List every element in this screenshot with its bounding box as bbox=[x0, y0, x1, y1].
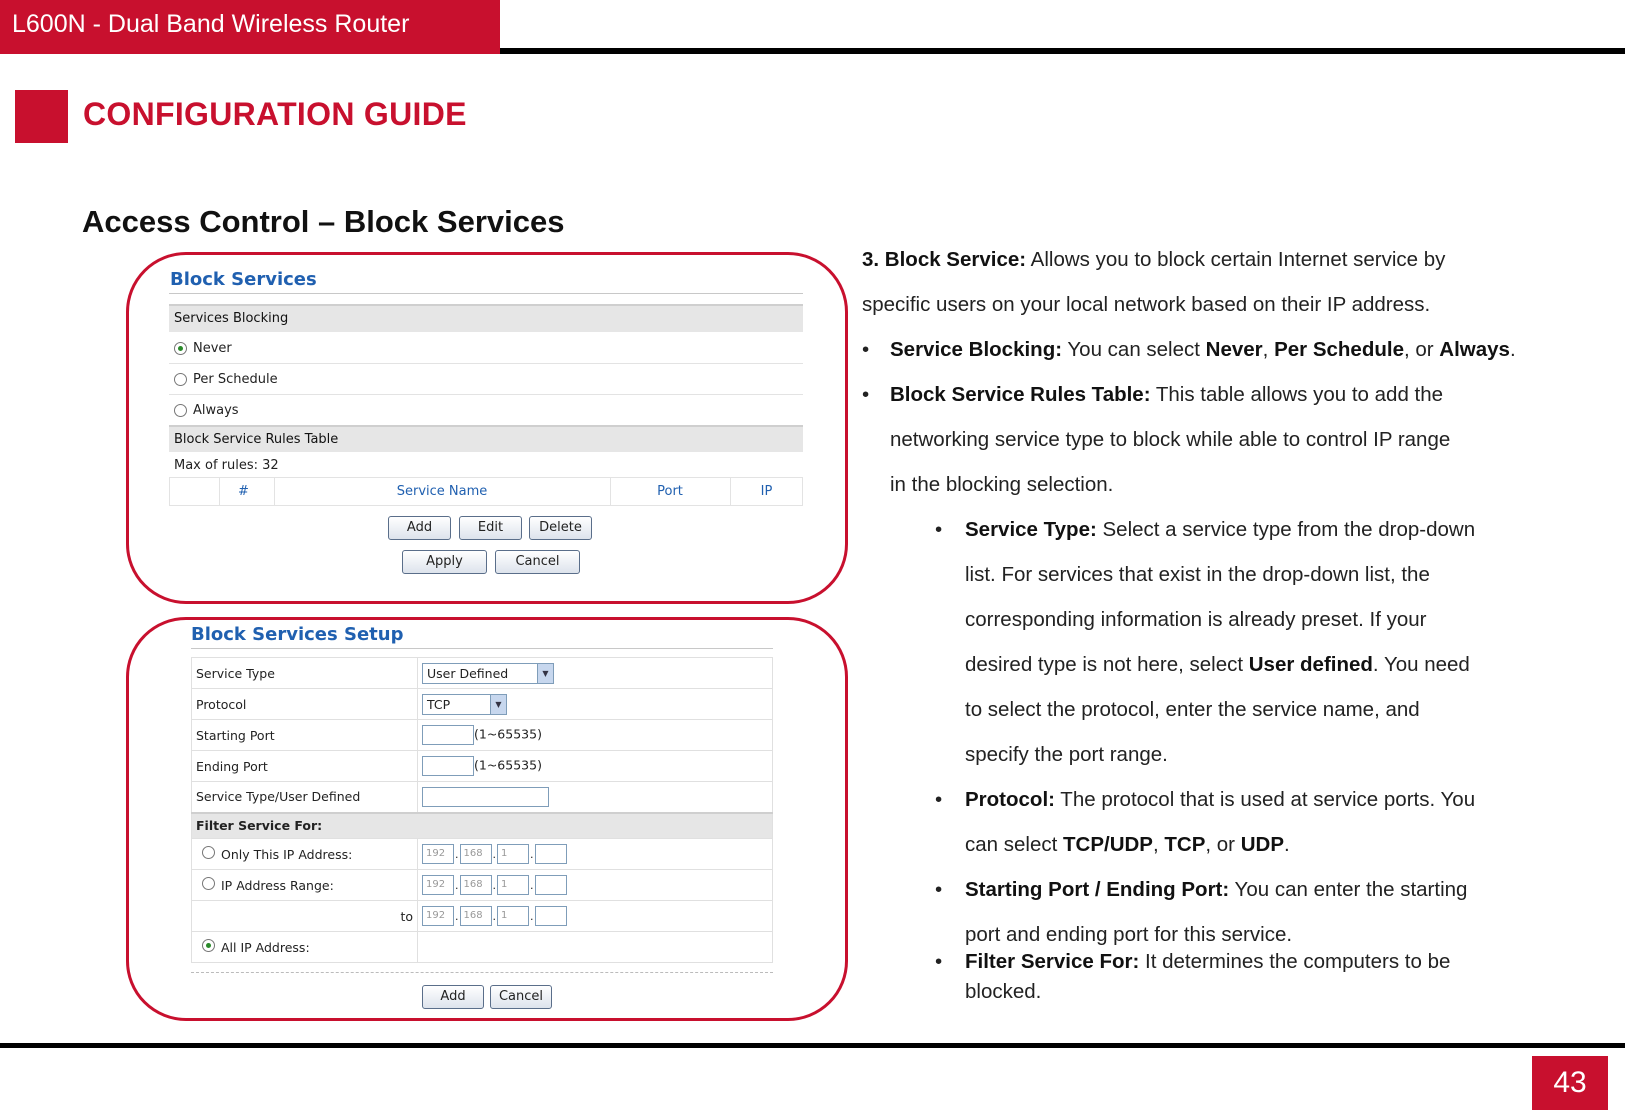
bullet-filter: • bbox=[935, 950, 943, 973]
header-rule bbox=[500, 48, 1625, 54]
service-type-line-2: list. For services that exist in the drop-down list, the bbox=[965, 563, 1430, 586]
filter-text-1: It determines the computers to be bbox=[1139, 950, 1451, 973]
cancel-button[interactable]: Cancel bbox=[495, 550, 580, 574]
row-all-ip bbox=[192, 932, 773, 963]
col-number: # bbox=[238, 484, 249, 499]
ports-desc-label: Starting Port / Ending Port: bbox=[965, 878, 1230, 901]
protocol-comma: , bbox=[1152, 833, 1165, 856]
page-number: 43 bbox=[1532, 1056, 1608, 1110]
service-type-desc-label: Service Type: bbox=[965, 518, 1097, 541]
protocol-or: , or bbox=[1205, 833, 1241, 856]
filter-line-2: blocked. bbox=[965, 980, 1042, 1003]
all-ip-cell[interactable] bbox=[192, 932, 418, 963]
range-end-octet-1[interactable]: 192 bbox=[422, 906, 454, 926]
range-end-octet-4[interactable] bbox=[535, 906, 567, 926]
service-blocking-comma: , bbox=[1262, 338, 1275, 361]
block-services-screenshot bbox=[126, 252, 848, 604]
protocol-line-2 bbox=[965, 822, 1290, 867]
ip-range-start-fields: 192 . 168 . 1 . bbox=[418, 870, 773, 901]
row-protocol bbox=[192, 689, 773, 720]
rules-table-header: Block Service Rules Table bbox=[169, 425, 803, 452]
col-port: Port bbox=[657, 484, 683, 499]
services-blocking-header: Services Blocking bbox=[169, 304, 803, 332]
only-ip-octet-4[interactable] bbox=[535, 844, 567, 864]
protocol-text-1: The protocol that is used at service ports. You bbox=[1054, 788, 1476, 811]
service-type-line-5: to select the protocol, enter the service name, and bbox=[965, 698, 1420, 721]
setup-cancel-button[interactable]: Cancel bbox=[490, 985, 552, 1009]
radio-always[interactable] bbox=[174, 404, 187, 417]
service-blocking-line bbox=[890, 327, 1516, 372]
service-blocking-sched: Per Schedule bbox=[1274, 338, 1404, 361]
service-type-line-4 bbox=[965, 642, 1470, 687]
protocol-label: Protocol bbox=[192, 689, 418, 720]
intro-line-1-text: Allows you to block certain Internet service by bbox=[1026, 248, 1446, 271]
radio-never[interactable] bbox=[174, 342, 187, 355]
row-service-type bbox=[192, 658, 773, 689]
service-type-line-3: corresponding information is already preset. If your bbox=[965, 608, 1427, 631]
block-service-intro-line-2: specific users on your local network based on their IP address. bbox=[862, 293, 1431, 316]
range-start-octet-2[interactable]: 168 bbox=[460, 875, 492, 895]
col-service-name: Service Name bbox=[396, 484, 488, 499]
setup-form bbox=[191, 657, 773, 963]
only-ip-octet-3[interactable]: 1 bbox=[497, 844, 529, 864]
starting-port-input[interactable] bbox=[422, 725, 474, 745]
row-ending-port bbox=[192, 751, 773, 782]
range-end-octet-3[interactable]: 1 bbox=[497, 906, 529, 926]
block-services-title: Block Services bbox=[170, 269, 317, 290]
service-user-defined-label: Service Type/User Defined bbox=[192, 782, 418, 813]
service-name-input[interactable] bbox=[422, 787, 549, 807]
ending-port-input[interactable] bbox=[422, 756, 474, 776]
block-service-intro-label: 3. Block Service: bbox=[862, 248, 1027, 271]
service-blocking-never: Never bbox=[1205, 338, 1263, 361]
footer-rule bbox=[0, 1043, 1625, 1048]
service-type-user-defined: User defined bbox=[1248, 653, 1373, 676]
apply-button[interactable]: Apply bbox=[402, 550, 487, 574]
range-start-octet-3[interactable]: 1 bbox=[497, 875, 529, 895]
title-rule bbox=[169, 293, 803, 294]
service-type-text-1: Select a service type from the drop-down bbox=[1096, 518, 1476, 541]
ports-line-1 bbox=[965, 867, 1467, 912]
radio-only-ip[interactable] bbox=[202, 846, 215, 859]
ip-range-cell[interactable] bbox=[192, 870, 418, 901]
service-type-select[interactable] bbox=[422, 663, 554, 684]
service-type-label: Service Type bbox=[192, 658, 418, 689]
block-service-intro-line-1 bbox=[862, 237, 1445, 282]
only-ip-octet-1[interactable]: 192 bbox=[422, 844, 454, 864]
all-ip-label: All IP Address: bbox=[221, 940, 310, 955]
protocol-tcpudp: TCP/UDP bbox=[1063, 833, 1153, 856]
starting-port-hint: (1~65535) bbox=[474, 726, 542, 742]
option-per-schedule-label: Per Schedule bbox=[193, 371, 278, 387]
service-type-value: User Defined bbox=[427, 665, 509, 681]
row-ip-range bbox=[192, 870, 773, 901]
protocol-udp: UDP bbox=[1240, 833, 1285, 856]
setup-divider bbox=[191, 972, 773, 973]
protocol-select[interactable] bbox=[422, 694, 507, 715]
service-blocking-always: Always bbox=[1439, 338, 1510, 361]
max-rules-text bbox=[169, 453, 803, 477]
option-always[interactable] bbox=[169, 395, 803, 426]
only-ip-fields: 192 . 168 . 1 . bbox=[418, 839, 773, 870]
product-title-tab: L600N - Dual Band Wireless Router bbox=[0, 0, 500, 54]
service-blocking-or: , or bbox=[1403, 338, 1440, 361]
filter-line-1 bbox=[965, 947, 1450, 977]
range-start-octet-4[interactable] bbox=[535, 875, 567, 895]
only-ip-label: Only This IP Address: bbox=[221, 847, 353, 862]
add-button[interactable]: Add bbox=[388, 516, 451, 540]
protocol-text-2-pre: can select bbox=[965, 833, 1063, 856]
bullet-rules-table: • bbox=[862, 383, 870, 406]
chevron-down-icon: ▼ bbox=[537, 664, 553, 683]
bullet-ports: • bbox=[935, 878, 943, 901]
range-to-label: to bbox=[400, 908, 413, 924]
col-ip: IP bbox=[760, 484, 773, 499]
protocol-tcp: TCP bbox=[1164, 833, 1206, 856]
range-end-octet-2[interactable]: 168 bbox=[460, 906, 492, 926]
delete-button[interactable]: Delete bbox=[529, 516, 592, 540]
option-per-schedule[interactable] bbox=[169, 364, 803, 395]
setup-title-rule bbox=[191, 648, 773, 649]
max-rules-label: Max of rules: 32 bbox=[174, 457, 279, 473]
ending-port-label: Ending Port bbox=[192, 751, 418, 782]
only-ip-cell[interactable] bbox=[192, 839, 418, 870]
chevron-down-icon: ▼ bbox=[490, 695, 506, 714]
setup-title: Block Services Setup bbox=[191, 624, 404, 645]
option-always-label: Always bbox=[193, 403, 239, 418]
service-type-line-6: specify the port range. bbox=[965, 743, 1168, 766]
row-service-user-defined bbox=[192, 782, 773, 813]
radio-ip-range[interactable] bbox=[202, 877, 215, 890]
bullet-protocol: • bbox=[935, 788, 943, 811]
ip-range-end-fields: 192 . 168 . 1 . bbox=[418, 901, 773, 932]
edit-button[interactable]: Edit bbox=[459, 516, 522, 540]
row-starting-port bbox=[192, 720, 773, 751]
rules-table-line-3: in the blocking selection. bbox=[890, 473, 1114, 496]
ending-port-hint: (1~65535) bbox=[474, 757, 542, 773]
protocol-end: . bbox=[1284, 833, 1290, 856]
option-never-label: Never bbox=[193, 340, 232, 356]
range-start-octet-1[interactable]: 192 bbox=[422, 875, 454, 895]
service-type-line-1 bbox=[965, 507, 1475, 552]
filter-desc-label: Filter Service For: bbox=[965, 950, 1140, 973]
guide-title: CONFIGURATION GUIDE bbox=[83, 96, 467, 132]
rules-table-label: Block Service Rules Table: bbox=[890, 383, 1151, 406]
ports-text-1: You can enter the starting bbox=[1229, 878, 1468, 901]
service-blocking-pre: You can select bbox=[1062, 338, 1206, 361]
ports-line-2: port and ending port for this service. bbox=[965, 923, 1293, 946]
service-type-text-4-pre: desired type is not here, select bbox=[965, 653, 1249, 676]
rules-table-text-1: This table allows you to add the bbox=[1150, 383, 1444, 406]
rules-table-line-1 bbox=[890, 372, 1443, 417]
block-services-setup-screenshot bbox=[126, 617, 848, 1021]
guide-marker bbox=[15, 90, 68, 143]
bullet-service-type: • bbox=[935, 518, 943, 541]
filter-service-for-label: Filter Service For: bbox=[192, 813, 773, 839]
radio-per-schedule[interactable] bbox=[174, 373, 187, 386]
rules-table-line-2: networking service type to block while able to control IP range bbox=[890, 428, 1451, 451]
service-blocking-end: . bbox=[1509, 338, 1516, 361]
row-only-ip bbox=[192, 839, 773, 870]
service-blocking-label: Service Blocking: bbox=[890, 338, 1063, 361]
option-never[interactable] bbox=[169, 333, 803, 364]
service-type-text-4-post: . You need bbox=[1372, 653, 1470, 676]
protocol-value: TCP bbox=[427, 696, 451, 712]
only-ip-octet-2[interactable]: 168 bbox=[460, 844, 492, 864]
protocol-desc-label: Protocol: bbox=[965, 788, 1055, 811]
setup-add-button[interactable]: Add bbox=[422, 985, 484, 1009]
bullet-service-blocking: • bbox=[862, 338, 870, 361]
radio-all-ip[interactable] bbox=[202, 939, 215, 952]
row-ip-range-end bbox=[192, 901, 773, 932]
section-title: Access Control – Block Services bbox=[82, 204, 565, 239]
ip-range-label: IP Address Range: bbox=[221, 878, 334, 893]
protocol-line-1 bbox=[965, 777, 1475, 822]
row-filter-header bbox=[192, 813, 773, 839]
starting-port-label: Starting Port bbox=[192, 720, 418, 751]
